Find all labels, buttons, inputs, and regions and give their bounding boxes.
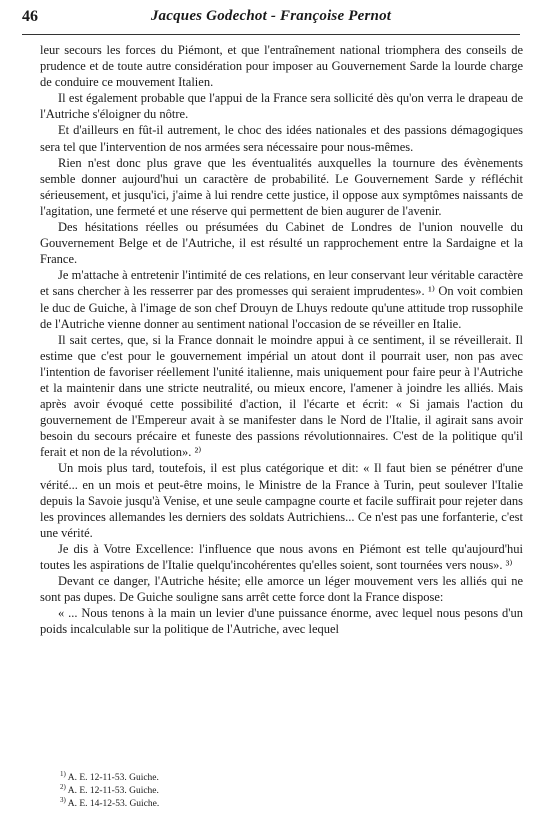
footnote-mark: 3) bbox=[60, 795, 66, 804]
paragraph: Devant ce danger, l'Autriche hésite; elle amorce un léger mouvement vers les alliés qui ne sont pas dupes. De Guiche souligne sans arrêt cette force dont la France dispose: bbox=[40, 574, 523, 605]
running-title: Jacques Godechot - Françoise Pernot bbox=[150, 8, 392, 24]
footnote-text: A. E. 12-11-53. Guiche. bbox=[67, 786, 159, 796]
footnote bbox=[40, 795, 500, 811]
body-text bbox=[40, 42, 523, 637]
footnote-mark: 2) bbox=[60, 782, 66, 791]
paragraph: Je dis à Votre Excellence: l'influence que nous avons en Piémont est telle qu'aujourd'hui toutes les aspirations de l'Italie quelqu'incohérentes qu'elles soient, sont tournées vers nous». ³⁾ bbox=[40, 541, 523, 572]
footnote bbox=[40, 782, 500, 798]
page-header bbox=[22, 8, 520, 32]
page-number: 46 bbox=[22, 8, 38, 25]
footnote-mark: 1) bbox=[60, 769, 66, 778]
paragraph: Il sait certes, que, si la France donnait le moindre appui à ce sentiment, il se réveillerait. Il estime que c'est pour le gouvernement impérial un atout dont il pourrait user, non pas avec l'intention de favoriser réellement l'unité italienne, mais uniquement pour faire peur à l'Autriche et la maintenir dans une stricte neutralité, ou mieux encore, l'amener à joindre les alliés. Mais après avoir évoqué cette possibilité d'action, il l'écarte et écrit: « Si jamais l'action du gouvernement de l'Empereur avait à se manifester dans le Nord de l'Italie, il agirait sans avoir besoin du secours précaire et funeste des passions révolutionnaires. C'est de la politique qu'il ferait et non de la révolution». ²⁾ bbox=[40, 332, 523, 460]
footnote-text: A. E. 12-11-53. Guiche. bbox=[67, 773, 159, 783]
footnote bbox=[40, 769, 500, 785]
paragraph: Et d'ailleurs en fût-il autrement, le choc des idées nationales et des passions démagogiques sera tel que l'intervention de nos armées sera nécessaire pour nous-mêmes. bbox=[40, 123, 523, 154]
paragraph: Rien n'est donc plus grave que les éventualités auxquelles la tournure des évènements semble donner aujourd'hui un caractère de probabilité. Le Gouvernement Sarde y réfléchit sérieusement, et jusqu'ici, j'aime à lui rendre cette justice, il oppose aux symptômes naissants de l'agitation, une fermeté et une réserve qui permettent de bien augurer de l'avenir. bbox=[40, 155, 523, 218]
footnote-text: A. E. 14-12-53. Guiche. bbox=[67, 799, 160, 809]
paragraph: Un mois plus tard, toutefois, il est plus catégorique et dit: « Il faut bien se pénétrer d'une vérité... en un mois et peut-être moins, le Ministre de la France à Turin, peut soulever l'Italie depuis la Savoie jusqu'à Venise, et une seule campagne courte et facile suffirait pour rejeter dans les provinces allemandes les derniers des soldats Autrichiens... Ce n'est pas une forfanterie, c'est une vérité. bbox=[40, 461, 523, 540]
paragraph: Il est également probable que l'appui de la France sera sollicité dès qu'on verra le drapeau de l'Autriche s'éloigner du nôtre. bbox=[40, 91, 523, 122]
header-rule bbox=[22, 34, 520, 35]
paragraph: leur secours les forces du Piémont, et que l'entraînement national triomphera des conseils de prudence et de toute autre considération pour imposer au Gouvernement Sarde la lourde charge de conduire ce mouvement Italien. bbox=[40, 43, 523, 90]
paragraph: « ... Nous tenons à la main un levier d'une puissance énorme, avec lequel nous pesons d'un poids incalculable sur la politique de l'Autriche, avec lequel bbox=[40, 606, 523, 637]
footnotes bbox=[40, 769, 500, 811]
paragraph: Je m'attache à entretenir l'intimité de ces relations, en leur conservant leur véritable caractère et sans chercher à les resserrer par des promesses qui seraient imprudentes». ¹⁾ On voit combien le duc de Guiche, à l'image de son chef Drouyn de Lhuys redoute qu'une attitude trop russophile de l'Autriche vienne donner au sentiment national l'occasion de se réveiller en Italie. bbox=[40, 268, 523, 331]
paragraph: Des hésitations réelles ou présumées du Cabinet de Londres de l'union nouvelle du Gouvernement Belge et de l'Autriche, il est résulté un rapprochement entre la Sardaigne et la France. bbox=[40, 220, 523, 267]
